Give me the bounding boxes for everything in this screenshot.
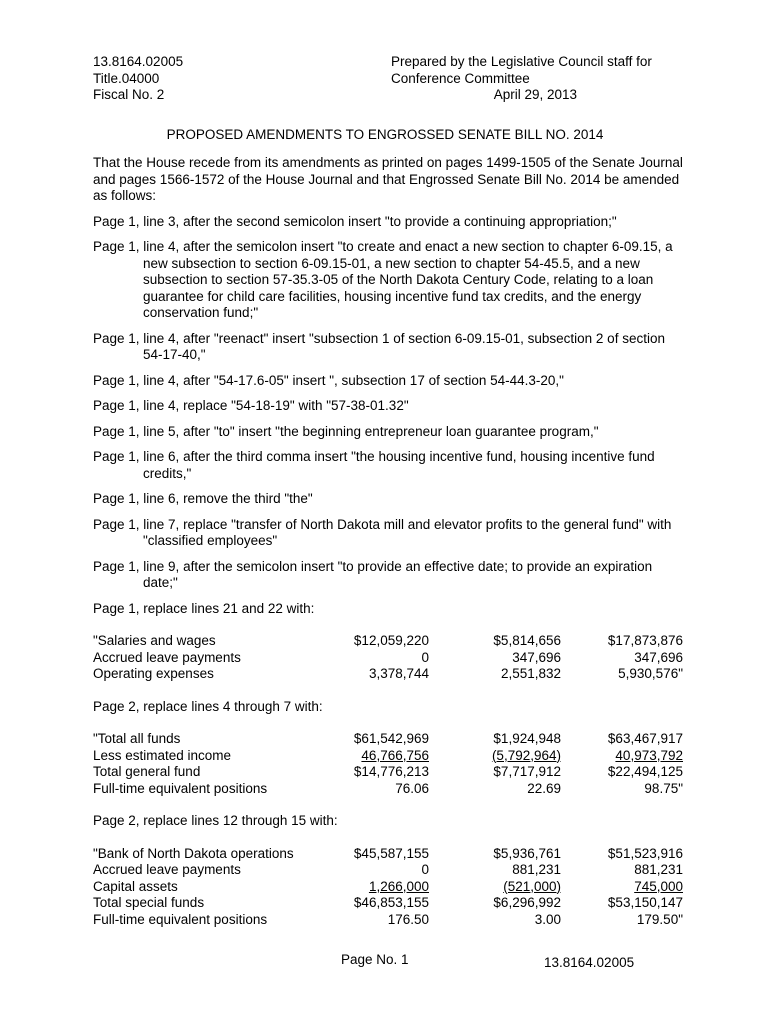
table-row: [93, 731, 683, 748]
amendment-item: Page 1, line 3, after the second semicolon insert "to provide a continuing appropriation;": [93, 213, 617, 229]
row-label: Full-time equivalent positions: [93, 911, 268, 927]
header-right: [391, 54, 678, 104]
base-value: $12,059,220: [353, 633, 429, 648]
prepared-by: Prepared by the Legislative Council staff for: [391, 54, 652, 69]
row-label: Less estimated income: [93, 747, 232, 763]
row-label: Total general fund: [93, 764, 201, 779]
row-label: Total special funds: [93, 895, 205, 910]
base-value: 0: [421, 862, 429, 877]
table-row: [93, 764, 683, 781]
total-value: 98.75": [644, 780, 683, 796]
document-date: April 29, 2013: [493, 87, 577, 102]
fiscal-number: Fiscal No. 2: [93, 87, 165, 102]
total-value: 40,973,792: [615, 747, 683, 763]
table-row: [93, 748, 683, 765]
table-row: [93, 666, 683, 683]
total-value: 179.50": [636, 911, 683, 927]
amendment-item: Page 1, line 5, after "to" insert "the beginning entrepreneur loan guarantee program,": [93, 423, 599, 439]
adjustment-value: 2,551,832: [500, 666, 561, 681]
base-value: 0: [421, 649, 429, 665]
section-heading: Page 1, replace lines 21 and 22 with:: [93, 600, 315, 616]
adjustment-value: $1,924,948: [493, 731, 561, 746]
adjustment-value: $7,717,912: [493, 764, 561, 779]
base-value: $45,587,155: [353, 845, 429, 861]
base-value: 1,266,000: [368, 878, 429, 894]
total-value: $17,873,876: [607, 633, 683, 648]
row-label: "Total all funds: [93, 731, 181, 746]
funding-table: [93, 731, 683, 797]
table-row: [93, 862, 683, 879]
special-funds-table: [93, 846, 683, 929]
total-value: 347,696: [634, 649, 683, 665]
row-label: Full-time equivalent positions: [93, 780, 268, 796]
total-value: 5,930,576": [618, 666, 683, 681]
appropriation-table: [93, 633, 683, 683]
amendment-item: Page 1, line 6, after the third comma insert "the housing incentive fund, housing incentive fund credits,": [93, 449, 655, 481]
base-value: 46,766,756: [361, 747, 429, 763]
footer-document-id: 13.8164.02005: [544, 955, 635, 970]
row-label: Capital assets: [93, 878, 178, 894]
amendment-item: Page 1, line 4, replace "54-18-19" with "57-38-01.32": [93, 398, 409, 413]
base-value: $61,542,969: [353, 731, 429, 746]
adjustment-value: 22.69: [527, 780, 561, 796]
table-row: [93, 633, 683, 650]
total-value: $51,523,916: [607, 845, 683, 861]
title-number: Title.04000: [93, 70, 160, 86]
intro-paragraph: That the House recede from its amendments as printed on pages 1499-1505 of the Senate Journal and pages 1566-1572 of the House Journal and that Engrossed Senate Bill No. 2014 be amended as follows:: [93, 155, 683, 203]
base-value: $14,776,213: [353, 764, 429, 779]
total-value: $53,150,147: [607, 895, 683, 910]
adjustment-value: 881,231: [512, 862, 561, 877]
adjustment-value: $5,814,656: [493, 633, 561, 648]
table-row: [93, 650, 683, 667]
table-row: [93, 846, 683, 863]
adjustment-value: $5,936,761: [493, 845, 561, 861]
base-value: 3,378,744: [368, 666, 429, 681]
total-value: $22,494,125: [607, 764, 683, 779]
section-heading: Page 2, replace lines 4 through 7 with:: [93, 698, 323, 714]
section-heading: Page 2, replace lines 12 through 15 with:: [93, 813, 338, 828]
total-value: 745,000: [634, 878, 683, 894]
adjustment-value: (5,792,964): [491, 747, 561, 763]
page-title: PROPOSED AMENDMENTS TO ENGROSSED SENATE BILL NO. 2014: [166, 127, 604, 142]
base-value: 176.50: [387, 911, 429, 927]
base-value: 76.06: [395, 780, 429, 796]
row-label: Accrued leave payments: [93, 649, 241, 665]
committee: Conference Committee: [391, 70, 530, 86]
row-label: "Salaries and wages: [93, 633, 216, 648]
row-label: Operating expenses: [93, 666, 214, 681]
base-value: $46,853,155: [353, 895, 429, 910]
amendment-item: Page 1, line 9, after the semicolon insert "to provide an effective date; to provide an expiration date;": [93, 558, 653, 590]
amendment-item: Page 1, line 4, after "reenact" insert "subsection 1 of section 6-09.15-01, subsection 2 of section 54-17-40,": [93, 330, 665, 362]
bill-number: 13.8164.02005: [93, 54, 184, 69]
page-number: Page No. 1: [341, 952, 409, 967]
table-row: [93, 879, 683, 896]
adjustment-value: 347,696: [512, 649, 561, 665]
table-row: [93, 895, 683, 912]
document-body: [93, 155, 683, 944]
table-row: [93, 912, 683, 929]
amendment-item: Page 1, line 6, remove the third "the": [93, 491, 313, 506]
row-label: "Bank of North Dakota operations: [93, 845, 294, 861]
adjustment-value: (521,000): [503, 878, 561, 894]
table-row: [93, 781, 683, 798]
amendment-item: Page 1, line 4, after the semicolon insert "to create and enact a new section to chapter 6-09.15, a new subsection to section 6-09.15-01, a new section to chapter 54-45.5, and a new subsection to section 57-35.3-05 of the North Dakota Century Code, relating to a loan guarantee for child care facilities, housing incentive fund tax credits, and the energy conservation fund;": [93, 239, 673, 320]
row-label: Accrued leave payments: [93, 862, 241, 877]
total-value: 881,231: [634, 862, 683, 877]
header-left: [93, 54, 183, 104]
adjustment-value: $6,296,992: [493, 895, 561, 910]
amendment-item: Page 1, line 4, after "54-17.6-05" insert ", subsection 17 of section 54-44.3-20,": [93, 372, 564, 388]
adjustment-value: 3.00: [534, 911, 561, 927]
amendment-item: Page 1, line 7, replace "transfer of North Dakota mill and elevator profits to the general fund" with "classified employees": [93, 516, 672, 548]
total-value: $63,467,917: [607, 731, 683, 746]
